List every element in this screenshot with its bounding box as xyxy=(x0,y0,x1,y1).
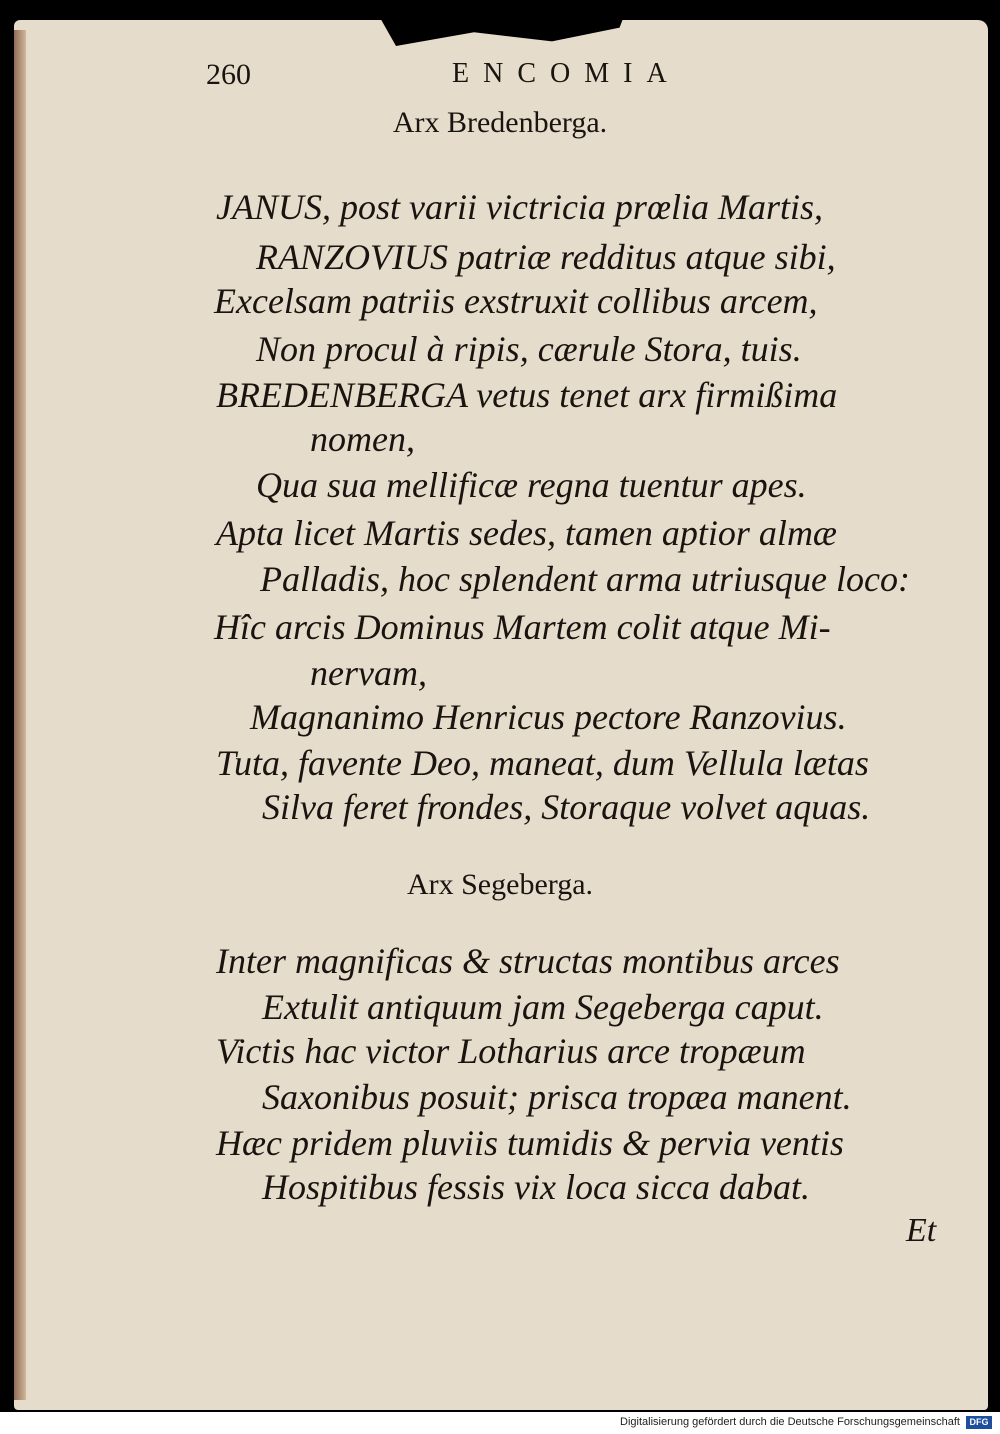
verse-line: Extulit antiquum jam Segeberga caput. xyxy=(262,987,824,1027)
verse-line: Hîc arcis Dominus Martem colit atque Mi- xyxy=(214,607,831,647)
verse-line: BREDENBERGA vetus tenet arx firmißima xyxy=(216,375,838,415)
page-number: 260 xyxy=(206,58,251,91)
verse-line: RANZOVIUS patriæ redditus atque sibi, xyxy=(256,237,836,277)
page-spine-edge xyxy=(14,30,26,1400)
verse-line: Apta licet Martis sedes, tamen aptior almæ xyxy=(216,513,837,553)
section-title-segeberga: Arx Segeberga. xyxy=(406,868,594,901)
running-title: ENCOMIA xyxy=(452,58,681,89)
footer-credit-text: Digitalisierung gefördert durch die Deutsche Forschungsgemeinschaft xyxy=(620,1416,960,1428)
verse-line: JANUS, post varii victricia prœlia Martis, xyxy=(216,187,823,227)
verse-line: Hæc pridem pluviis tumidis & pervia ventis xyxy=(216,1123,844,1163)
verse-line: nervam, xyxy=(310,653,427,693)
dfg-logo: DFG xyxy=(966,1416,992,1429)
catchword: Et xyxy=(906,1212,937,1249)
section-title-bredenberga: Arx Bredenberga. xyxy=(392,106,608,139)
verse-line: Silva feret frondes, Storaque volvet aquas. xyxy=(262,787,871,827)
page-header xyxy=(0,58,1000,98)
verse-line: Palladis, hoc splendent arma utriusque loco: xyxy=(260,559,910,599)
verse-line: Hospitibus fessis vix loca sicca dabat. xyxy=(262,1167,810,1207)
verse-line: Victis hac victor Lotharius arce tropæum xyxy=(216,1031,806,1071)
verse-line: Saxonibus posuit; prisca tropæa manent. xyxy=(262,1077,852,1117)
verse-line: nomen, xyxy=(310,419,415,459)
verse-line: Tuta, favente Deo, maneat, dum Vellula lætas xyxy=(216,743,869,783)
verse-line: Qua sua mellificæ regna tuentur apes. xyxy=(256,465,807,505)
verse-line: Inter magnificas & structas montibus arces xyxy=(216,941,840,981)
verse-line: Magnanimo Henricus pectore Ranzovius. xyxy=(250,697,847,737)
verse-line: Non procul à ripis, cærule Stora, tuis. xyxy=(256,329,802,369)
digitization-footer xyxy=(0,1412,1000,1434)
verse-line: Excelsam patriis exstruxit collibus arcem, xyxy=(214,281,818,321)
